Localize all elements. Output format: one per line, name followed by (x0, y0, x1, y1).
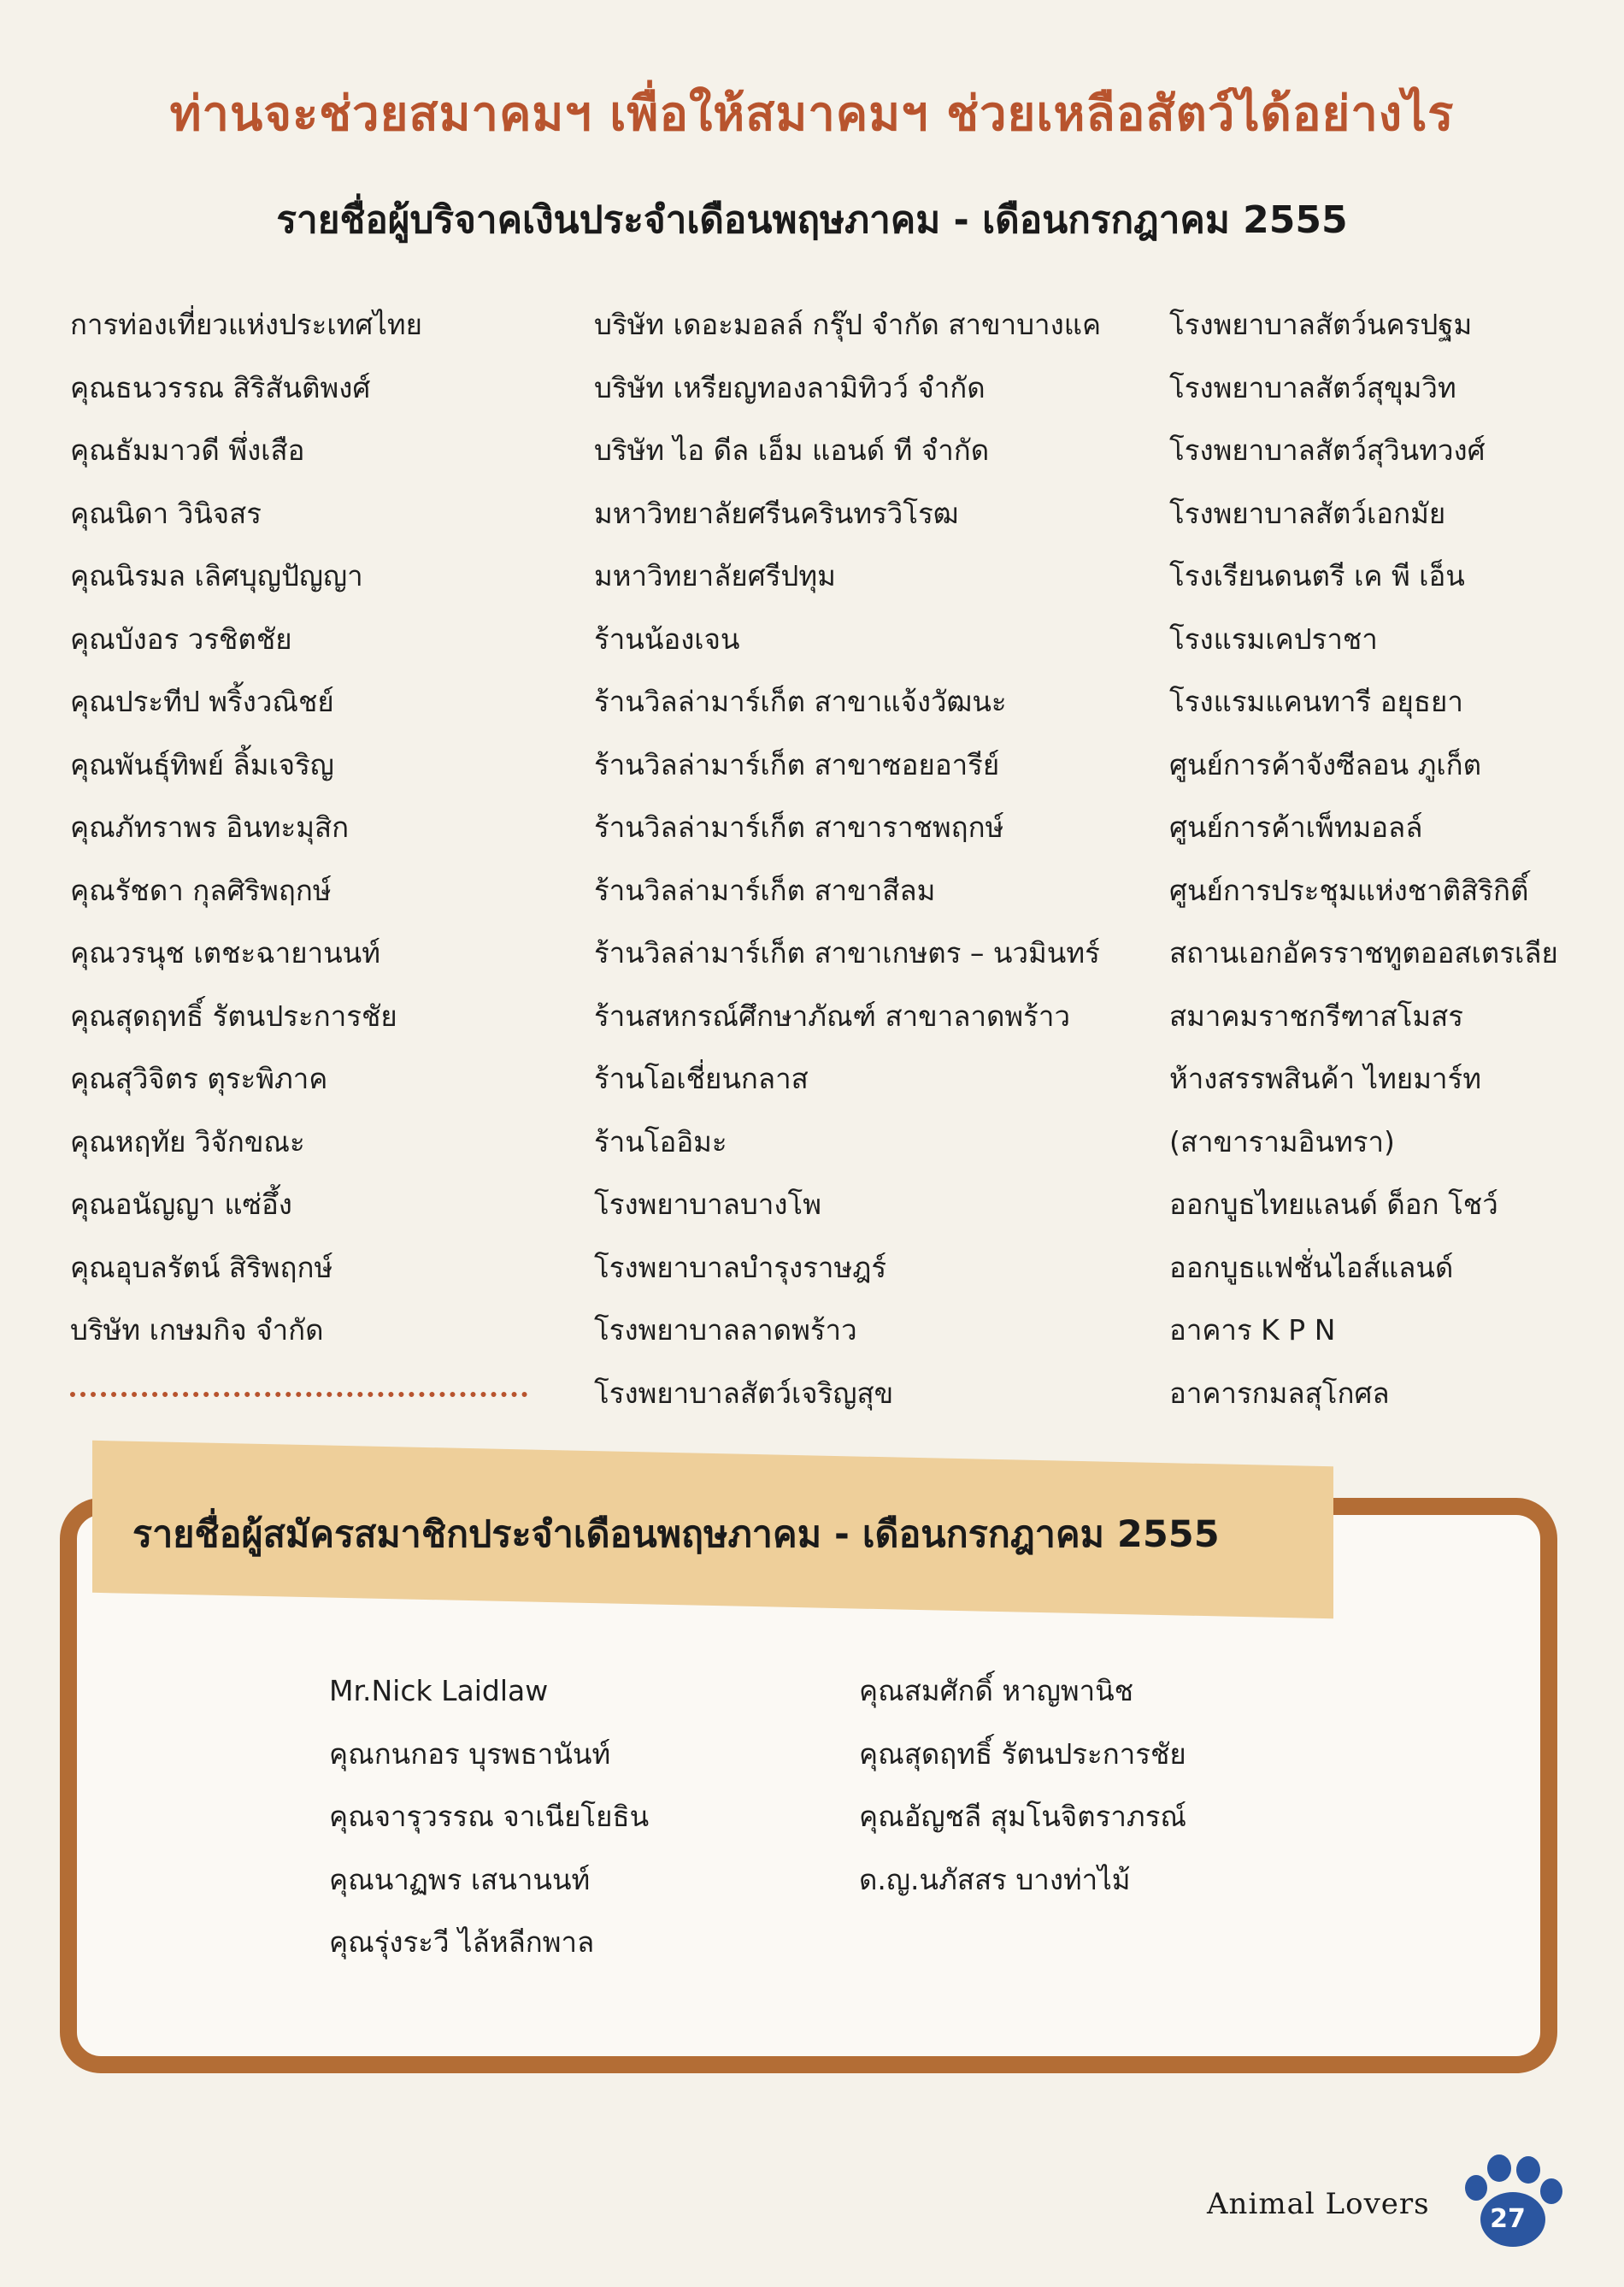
list-item: คุณอนัญญา แซ่อึ้ง (70, 1188, 292, 1221)
list-item: โรงพยาบาลสัตว์สุวินทวงศ์ (1169, 433, 1486, 467)
list-item: ศูนย์การค้าจังซีลอน ภูเก็ต (1169, 747, 1482, 781)
list-item: คุณภัทราพร อินทะมุสิก (70, 810, 350, 844)
page-title: ท่านจะช่วยสมาคมฯ เพื่อให้สมาคมฯ ช่วยเหลือสัตว์ได้อย่างไร (169, 86, 1455, 142)
list-item: คุณหฤทัย วิจักขณะ (70, 1124, 305, 1158)
donor-column-3 (1169, 301, 1614, 1432)
list-item: โรงแรมแคนทารี อยุธยา (1169, 685, 1463, 718)
list-item: คุณธัมมาวดี พึ่งเสือ (70, 433, 305, 467)
list-item: อาคารกมลสุโกศล (1169, 1376, 1390, 1410)
list-item: คุณอัญชลี สุมโนจิตราภรณ์ (859, 1800, 1187, 1833)
list-item: คุณสุดฤทธิ์ รัตนประการชัย (70, 999, 397, 1033)
list-item: คุณจารุวรรณ จาเนียโยธิน (329, 1800, 650, 1833)
list-item: บริษัท เกษมกิจ จำกัด (70, 1313, 324, 1347)
list-item: คุณนาฏพร เสนานนท์ (329, 1862, 591, 1896)
list-item: ร้านวิลล่ามาร์เก็ต สาขาซอยอารีย์ (594, 747, 1000, 781)
list-item: ร้านวิลล่ามาร์เก็ต สาขาสีลม (594, 873, 936, 907)
list-item: บริษัท เดอะมอลล์ กรุ๊ป จำกัด สาขาบางแค (594, 308, 1102, 341)
list-item: Mr.Nick Laidlaw (329, 1674, 549, 1707)
list-item: บริษัท ไอ ดีล เอ็ม แอนด์ ที จำกัด (594, 433, 990, 467)
list-item: ร้านวิลล่ามาร์เก็ต สาขาราชพฤกษ์ (594, 810, 1004, 844)
list-item: มหาวิทยาลัยศรีปทุม (594, 559, 836, 592)
list-item: คุณสมศักดิ์ หาญพานิช (859, 1674, 1134, 1707)
list-item: (สาขารามอินทรา) (1169, 1124, 1395, 1158)
list-item: โรงพยาบาลสัตว์นครปฐม (1169, 308, 1473, 341)
list-item: คุณรัชดา กุลศิริพฤกษ์ (70, 873, 332, 907)
list-item: โรงพยาบาลสัตว์เอกมัย (1169, 496, 1446, 530)
list-item: คุณบังอร วรชิตชัย (70, 622, 292, 656)
donor-list-heading: รายชื่อผู้บริจาคเงินประจำเดือนพฤษภาคม - เดือนกรกฎาคม 2555 (276, 198, 1348, 242)
list-item: คุณสุวิจิตร ตุระพิภาค (70, 1062, 328, 1095)
list-item: อาคาร K P N (1169, 1313, 1336, 1347)
list-item: โรงพยาบาลลาดพร้าว (594, 1313, 857, 1347)
list-item: คุณกนกอร บุรพธานันท์ (329, 1736, 611, 1771)
list-item: โรงพยาบาลบำรุงราษฎร์ (594, 1250, 887, 1284)
list-item: คุณนิดา วินิจสร (70, 496, 262, 530)
list-item: คุณธนวรรณ สิริสันติพงศ์ (70, 370, 371, 404)
list-item: คุณสุดฤทธิ์ รัตนประการชัย (859, 1736, 1186, 1771)
list-item: การท่องเที่ยวแห่งประเทศไทย (70, 308, 423, 341)
dotted-divider (70, 1392, 527, 1397)
donor-column-2 (594, 301, 1124, 1432)
magazine-brand: Animal Lovers (1207, 2187, 1430, 2221)
list-item: คุณวรนุช เตชะฉายานนท์ (70, 936, 380, 970)
list-item: โรงพยาบาลสัตว์เจริญสุข (594, 1376, 894, 1410)
list-item: ศูนย์การค้าเพ็ทมอลล์ (1169, 810, 1423, 844)
list-item: คุณรุ่งระวี ไล้หลีกพาล (329, 1925, 595, 1959)
list-item: บริษัท เหรียญทองลามิทิวว์ จำกัด (594, 370, 986, 404)
list-item: ร้านโอเชี่ยนกลาส (594, 1062, 809, 1095)
list-item: ร้านโออิมะ (594, 1124, 727, 1158)
list-item: โรงแรมเคปราชา (1169, 622, 1378, 656)
list-item: มหาวิทยาลัยศรีนครินทรวิโรฒ (594, 496, 959, 530)
list-item: ออกบูธไทยแลนด์ ด็อก โชว์ (1169, 1188, 1498, 1221)
donor-column-1 (70, 301, 549, 1370)
list-item: ร้านสหกรณ์ศึกษาภัณฑ์ สาขาลาดพร้าว (594, 999, 1070, 1033)
list-item: คุณนิรมล เลิศบุญปัญญา (70, 559, 363, 592)
list-item: โรงพยาบาลสัตว์สุขุมวิท (1169, 370, 1456, 404)
list-item: สมาคมราชกรีฑาสโมสร (1169, 999, 1464, 1033)
list-item: ห้างสรรพสินค้า ไทยมาร์ท (1169, 1062, 1481, 1095)
list-item: สถานเอกอัครราชทูตออสเตรเลีย (1169, 936, 1558, 970)
list-item: โรงพยาบาลบางโพ (594, 1188, 821, 1221)
member-column-2 (859, 1667, 1338, 1919)
list-item: โรงเรียนดนตรี เค พี เอ็น (1169, 559, 1465, 592)
list-item: คุณประทีป พริ้งวณิชย์ (70, 685, 334, 718)
list-item: ร้านน้องเจน (594, 622, 740, 656)
list-item: ร้านวิลล่ามาร์เก็ต สาขาเกษตร – นวมินทร์ (594, 936, 1100, 970)
page-number: 27 (1490, 2204, 1526, 2234)
list-item: ออกบูธแฟชั่นไอส์แลนด์ (1169, 1250, 1454, 1284)
list-item: คุณอุบลรัตน์ สิริพฤกษ์ (70, 1250, 333, 1284)
member-list-heading: รายชื่อผู้สมัครสมาชิกประจำเดือนพฤษภาคม - เดือนกรกฎาคม 2555 (132, 1513, 1220, 1556)
member-column-1 (329, 1667, 808, 1982)
list-item: ศูนย์การประชุมแห่งชาติสิริกิติ์ (1169, 873, 1529, 907)
list-item: ร้านวิลล่ามาร์เก็ต สาขาแจ้งวัฒนะ (594, 685, 1007, 718)
list-item: ด.ญ.นภัสสร บางท่าไม้ (859, 1862, 1131, 1896)
list-item: คุณพันธุ์ทิพย์ ลิ้มเจริญ (70, 747, 334, 781)
